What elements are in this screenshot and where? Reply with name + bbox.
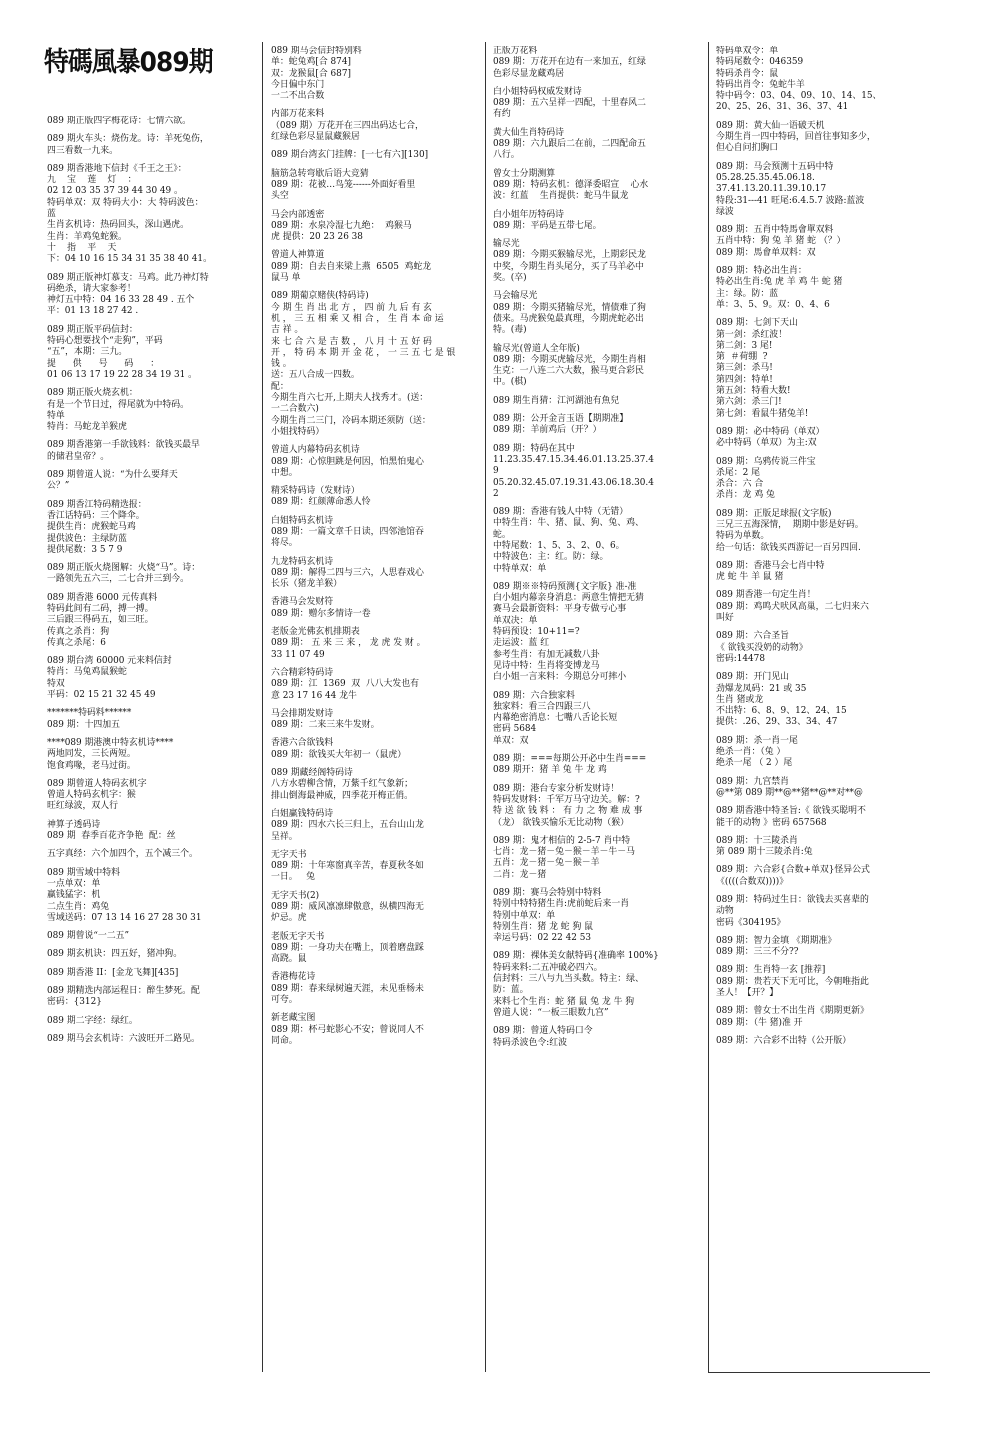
text-block: *******特码料****** 089 期：十四加五: [47, 708, 132, 730]
text-block: 精采特码诗（发财诗） 089 期：红颜薄命悉人怜: [271, 486, 371, 508]
text-block: 白小姐特码权威发财诗 089 期：五六呈祥一四配，十里春风二 有约: [493, 86, 646, 120]
text-block: 曾女士分期测算 089 期：特码玄机：德泽委昭宣 心水 波：红蓝 生肖提供：蛇马牛鼠龙: [493, 168, 649, 202]
text-block: 089 期：黄大仙一语破天机 今期生肖一四中特码，回首往事知多少， 但心自问扪胸口: [716, 120, 876, 154]
page-title: 特碼風暴089期: [44, 47, 213, 78]
text-block: 输尽光 089 期：今期买猴输尽光，上期彩民龙 中奖，今期生肖头尾分，买了马羊必中 奖。(卒): [493, 239, 646, 284]
text-block: 089 期：港台专家分析发财诗！ 特码发财料：千军万马守边关。解：? 特 送 欲 钱 料 ： 有 力 之 物 难 成 事 （龙） 欲钱买愉乐无比动物（猴）: [493, 783, 643, 828]
text-block: 089 期：赛马会特别中特料 特别中特特猪生肖:虎前蛇后来一肖 特别中单双：单 特别生肖：猪 龙 蛇 狗 鼠 幸运号码：02 22 42 53: [493, 888, 630, 944]
text-block: 089 期葡京赌侠(特码诗) 今 期 生 肖 出 北 方 ， 四 前 九 后 有 玄 机 ， 三 五 相 乘 又 相 合 ， 生 肖 本 命 运 吉 祥 。 来 七 合 六 是 吉 数 ， 八 月 十 五 好 码 开 ， 特 码 本 期 开 金 花 ， 一 三 五 七 是 银 钱 。 送：五八合成一四数。 配： 今期生肖六七开,上期夫人找秀才。(送： 一二合数六) 今期生肖二三门，冷码本期还须防（送： 小姐找特码）: [271, 291, 456, 437]
text-block: 089 期香江特码精选报： 香江话特码：三个降伞。 提供生肖：虎猴蛇马鸡 提供波色：主绿防蓝 提供尾数：3 5 7 9: [47, 499, 147, 555]
text-block: 神算子透码诗 089 期 春季百花齐争艳 配：丝: [47, 819, 176, 842]
column-divider: [485, 42, 486, 1372]
text-block: 089 期：六合圣旨 《 欲钱买没奶的动物》 密码:14478: [716, 631, 808, 664]
text-block: 白姐赢钱特码诗 089 期：四水六长三归上，五台山山龙 呈祥。: [271, 808, 424, 842]
text-block: 089 期：特码过生日：欲钱去买喜辈的 动物 密码《304195》: [716, 895, 869, 928]
text-block: 089 期：杀一肖一尾 绝杀一肖：（兔 ） 绝杀一尾 （ 2 ）尾: [716, 735, 798, 769]
text-block: 089 期：曾女士不出生肖《期期更新》 089 期：（牛 猪)准 开: [716, 1006, 869, 1028]
text-block: 089 期曾道人特码玄机字 曾道人特码玄机字：猴 旺红绿波，双人行: [47, 778, 147, 812]
text-block: 089 期：特必出生肖： 特必出生肖:兔 虎 羊 鸡 牛 蛇 猪 主：绿。防：蓝 单：3、5、9。双：0、4、6: [716, 266, 843, 310]
text-block: 089 期正版火烧图解：火烧“马”。诗： 一路领先五六三，二七合并三到今。: [47, 563, 201, 585]
text-block: 白姐特码玄机诗 089 期：一篇文章千日读，四邻池馆吞 将尽。: [271, 515, 424, 549]
text-block: 089 期二字经：绿红。: [47, 1015, 138, 1026]
text-block: 089 期香港一句定生肖！ 089 期：鸡鸣犬吠风高巢，二七归来六 叫好: [716, 590, 869, 624]
text-block: 089 期正版火烧玄机： 有是一个节日过，得尾就为中特码。 特单 特肖：马蛇龙羊猴虎: [47, 388, 189, 433]
text-block: 曾道人神算道 089 期：自去自来梁上燕 6505 鸡蛇龙 鼠马 单: [271, 250, 432, 284]
text-block: 089 期：特码在其中 11.23.35.47.15.34.46.01.13.25.37.4 9 05.20.32.45.07.19.31.43.06.18.30.4 2: [493, 443, 654, 499]
text-block: 输尽光(曾道人全年版) 089 期：今期买虎输尽光，今期生肖相 生克：一八连二六大数，猴马更合彩民 中。(棋): [493, 343, 646, 388]
text-block: 089 期：十三陵杀肖 第 089 期十三陵杀肖:兔: [716, 835, 813, 858]
text-block: 089 期：开门见山 劲爆龙凤码：21 或 35 生肖 猪或龙 不出特：6、8、9、12、24、15 提供：.26、29、33、34、47: [716, 672, 847, 728]
text-block: 089 期：必中特码（单双） 必中特码（单双）为主:双: [716, 426, 825, 449]
text-block: ****089 期港澳中特玄机诗**** 两地同发，三长两短。 饱食鸡喙，老马过街。: [47, 737, 174, 771]
text-block: 089 期：鬼才相信的 2-5-7 肖中特 七肖：龙－猪－兔－猴－羊－牛－马 五肖：龙－猪－兔－猴－羊 二肖：龙－猪: [493, 835, 635, 880]
column-divider: [262, 42, 263, 1372]
text-block: 六合精彩特码诗 089 期：江 1369 双 八八大发也有 意 23 17 16 44 龙牛: [271, 667, 420, 701]
text-block: 089 期马会信封特别料 单：蛇兔鸡[合 874] 双：龙猴鼠[合 687] 今日偏中东门 一二不出合数: [271, 46, 362, 102]
text-block: 089 期：正版足球报(文字版) 三兄三五海深情， 期期中影是好码。 特码为单数。 给一句话：欲钱买西游记一百另四回.: [716, 508, 864, 553]
text-block: 老版金光佛玄机排期表 089 期： 五 来 三 来 ， 龙 虎 发 财 。 33 11 07 49: [271, 627, 426, 660]
text-block: 089 期：香港马会七肖中特 虎 蛇 牛 羊 鼠 猪: [716, 560, 825, 583]
text-block: 香港六合欲钱料 089 期：欲钱买大年初一（鼠虎）: [271, 738, 407, 760]
text-block: 089 期精选内部运程日：醉生梦死。配 密码：{312}: [47, 986, 200, 1008]
text-block: 089 期：乌鸦传说三件宝 杀尾：2 尾 杀合：六 合 杀肖：龙 鸡 兔: [716, 456, 816, 501]
text-block: 089 期：生肖特一玄 [推荐] 089 期：贵若天下无可比，今朝唯指此 圣人！【开？】: [716, 965, 869, 999]
text-block: 脑筋急转弯歇后语大竞猜 089 期：花被…鸟笼------外面好看里 头空: [271, 168, 416, 202]
text-block: 089 期：七剑下天山 第一剑：杀红波！ 第二剑：3 尾! 第 ＃荷绷 ? 第三剑：杀马! 第四剑：特单! 第五剑：特看大数! 第六剑：杀三门! 第七剑：看鼠牛猪兔羊!: [716, 318, 809, 419]
text-block: 089 期：智力金填 《期期准》 089 期：三三不分??: [716, 935, 837, 958]
text-block: 089 期正版神灯慕支：马鸡。此乃神灯特 码绝杀，请大家参考！ 神灯五中特：04 16 33 28 49 . 五个 平：01 13 18 27 42 .: [47, 272, 209, 317]
text-block: 089 期：裸体美女献特码{准确率 100%} 特码来料:二五冲破必四六。 信封料：三八与九当头数。特主：绿、 防：蓝。 来料七个生肖：蛇 猪 鼠 兔 龙 牛 狗 曾道人说：“一板三眼数九宫”: [493, 951, 659, 1018]
text-block: 089 期香港地下信封《千王之王》： 九 宝 莲 灯 ： 02 12 03 35 37 39 44 30 49 。 特码单双：双 特码大小：大 特码波色： 蓝 生肖玄机诗：热码回头，深山遇虎。 生肖：羊鸡兔蛇猴。 十 指 平 天 下：04 10 16 15 34 31 35 38 40 41。: [47, 163, 212, 265]
text-block: 089 期马会玄机诗：六波旺开二路见。: [47, 1033, 200, 1044]
text-block: 089 期：马会预测十五码中特 05.28.25.35.45.06.18. 37.41.13.20.11.39.10.17 特段:31---41 旺尾:6.4.5.7 波路:蓝波 绿波: [716, 161, 865, 217]
text-block: 089 期：五肖中特馬會單双料 五肖中特：狗 兔 羊 猪 蛇 （？） 089 期：馬會单双料：双: [716, 225, 846, 258]
text-block: 089 期：公开金言玉语【期期准】 089 期：羊前鸡后（开？）: [493, 414, 629, 436]
text-block: 089 期香港中特圣旨:《 欲钱买聪明不 能干的动物 》密码 657568: [716, 806, 866, 828]
text-block: 正版万花料 089 期：万花开在边有一来加五，红绿 色彩尽显龙藏鸡居: [493, 46, 646, 79]
text-block: 内部万花来料 （089 期）万花开在三四出码达七合， 红绿色彩尽显鼠藏猴居: [271, 109, 424, 143]
column-3: [493, 46, 699, 1376]
text-block: 马会排期发财诗 089 期：二来三来牛发财。: [271, 708, 380, 731]
text-block: 089 期：曾道人特码口令 特码杀波色令:红波: [493, 1026, 593, 1048]
text-block: 089 期雪域中特料 一点单双：单 赢钱猛字：机 二点生肖：鸡兔 雪域送码：07 13 14 16 27 28 30 31: [47, 867, 202, 923]
text-block: 马会内部透密 089 期：水泉冷湿七九绝： 鸡猴马 虎 提供：20 23 26 38: [271, 209, 412, 243]
text-block: 无字天书(2) 089 期：威风凛凛肆傲意，纵横四海无 炉忌。虎: [271, 890, 424, 924]
column-2: [271, 46, 475, 1376]
text-block: 089 期台湾玄门挂牌：[一七有六][130]: [271, 150, 429, 161]
text-block: 089 期香港 II：[金龙飞舞][435]: [47, 967, 179, 978]
text-block: 089 期香港第一手欲钱料：欲钱买最早 的储君皇帝？。: [47, 440, 200, 462]
text-block: 香港梅花诗 089 期：春来绿树遍天涯，未见垂杨未 可夸。: [271, 972, 424, 1006]
text-block: 089 期台湾 60000 元来料信封 特肖：马兔鸡鼠猴蛇 特双 平码：02 15 21 32 45 49: [47, 656, 172, 701]
text-block: 089 期生肖猜：江河湖池有魚兒: [493, 395, 620, 406]
text-block: 089 期香港 6000 元传真料 特码此间有二码，搏一搏。 三后跟三得码五，如三旺。 传真之杀肖：狗 传真之杀尾：6: [47, 592, 158, 648]
text-block: 白小姐年历特码诗 089 期：平码是五带七尾。: [493, 209, 602, 231]
text-block: 089 期正版平码信封： 特码心想要找个“走狗”，平码 “五”，本期：三九。 提 供 号 码 ： 01 06 13 17 19 22 28 34 19 31 。: [47, 324, 198, 380]
text-block: 089 期曾说“一二五”: [47, 931, 130, 942]
text-block: 黄大仙生肖特码诗 089 期：六九跟后二在前，二四配命五 八行。: [493, 127, 646, 161]
text-block: 089 期：六合彩{合数+单双}怪异公式 《((((合数双))))》: [716, 865, 870, 887]
text-block: 089 期火车头：烧伤龙。诗：羊死兔伤， 四三看数一九来。: [47, 134, 209, 156]
text-block: 089 期正版四字梅花诗：七情六欲。: [47, 116, 192, 126]
text-block: 089 期：九宫禁肖 @**第 089 期**@**猪**@**对**@: [716, 776, 863, 798]
text-block: 曾道人内幕特码玄机诗 089 期：心惊胆跳是何因，怕黑怕鬼心 中想。: [271, 445, 424, 478]
text-block: 089 期：六合独家料 独家料：看三合四跟三八 内幕绝密消息：七嘴八舌论长短 密码 5684 单双：双: [493, 690, 618, 746]
text-block: 马会输尽光 089 期：今期买猪输尽光，情债难了狗 债来。马虎猴兔最真理，今期虎蛇必出 特。(毒): [493, 291, 646, 336]
text-block: 老版无字天书 089 期：一身功夫在嘴上，顶着磨盘踩 高跷。鼠: [271, 931, 424, 965]
text-block: 无字天书 089 期：十年寒窗真辛苦，春夏秋冬如 一日。 兔: [271, 849, 424, 883]
text-block: 九龙特码玄机诗 089 期：解得二四与三六，人思春戏心 长乐（猪龙羊猴）: [271, 556, 424, 590]
text-block: 089 期：===每期公开必中生肖=== 089 期开：猪 羊 兔 牛 龙 鸡: [493, 754, 647, 776]
text-block: 五字真经：六个加四个，五个减三个。: [47, 849, 198, 860]
column-4: [716, 46, 921, 1376]
text-block: 089 期玄机诀：四五好，猪冲狗。: [47, 949, 183, 960]
text-block: 089 期：六合彩不出特（公开版）: [716, 1035, 852, 1046]
text-block: 香港马会发财符 089 期：赠尔多情诗一卷: [271, 597, 371, 619]
column-1: [47, 116, 247, 1446]
text-block: 089 期曾道人说：“为什么要拜天 公？”: [47, 470, 178, 492]
text-block: 089 期※※特码预测{文字版} 准-准 白小姐内幕亲身消息：两意生情把无猜 赛马会最新资料：平身专做亏心事 单双决：单 特码预设：10+11=? 走运波：蓝 红 参考生肖：有加无减数八卦 见诗中特：生肖将变博龙马 白小姐一言来料：今期总分可摔小: [493, 581, 644, 683]
text-block: 特码单双令：单 特码尾数令：046359 特码杀肖令：鼠 特码出肖令：兔蛇牛羊 特中码令：03、04、09、10、14、15、 20、25、26、31、36、37、41: [716, 46, 882, 113]
text-block: 089 期藏经阁特码诗 八方水碧柳含情，万紫千红气象新； 排山倒海最神威，四季花开梅正俏。: [271, 768, 413, 801]
column-divider: [708, 42, 709, 1372]
text-block: 089 期：香港有钱人中特（无错） 中特生肖：牛、猪、鼠、狗、兔、鸡、 蛇。 中特尾数：1、5、3、2、0、6。 中特波色：主：红。防：绿。 中特单双：单: [493, 507, 644, 574]
text-block: 新老藏宝图 089 期：杯弓蛇影心不安；曾说同人不 同命。: [271, 1013, 424, 1046]
